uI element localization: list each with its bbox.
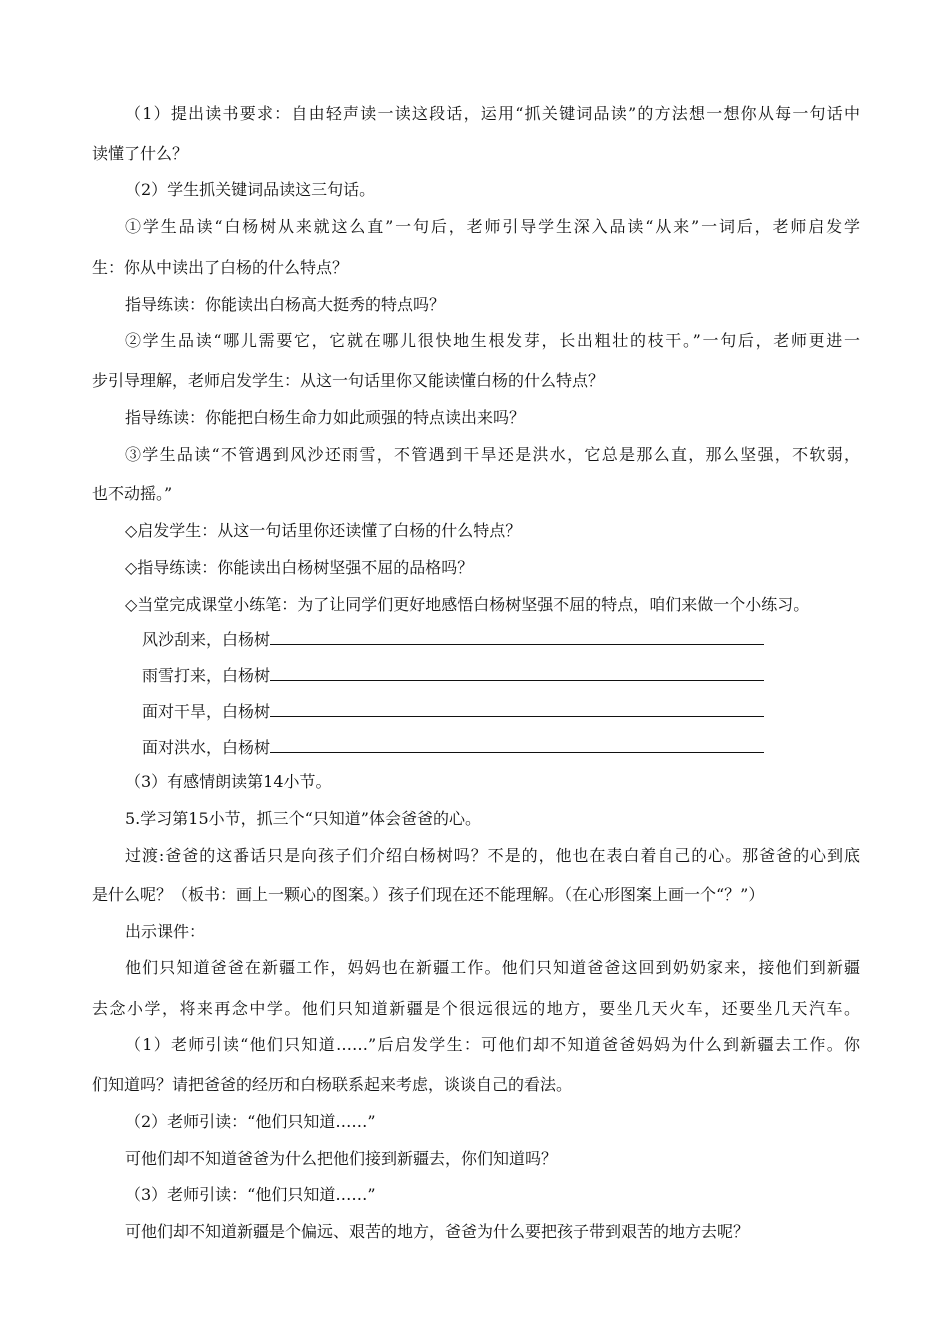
point-2-line-2: 步引导理解，老师启发学生：从这一句话里你又能读懂白杨的什么特点？ <box>92 371 605 390</box>
courseware-label: 出示课件： <box>125 922 206 941</box>
fill-blank <box>270 664 764 681</box>
exercise-line-1 <box>142 628 764 650</box>
courseware-text-line-1: 他们只知道爸爸在新疆工作，妈妈也在新疆工作。他们只知道爸爸这回到奶奶家来，接他们到新疆 <box>125 958 860 977</box>
point-1-line-2: 生：你从中读出了白杨的什么特点？ <box>92 258 349 277</box>
point-2-line-1: ②学生品读“哪儿需要它，它就在哪儿很快地生根发芽，长出粗壮的枝干。”一句后，老师更进一 <box>125 331 860 350</box>
reading-requirement-line-2: 读懂了什么？ <box>92 144 189 163</box>
fill-blank <box>270 736 764 753</box>
reading-requirement-line-1: （1）提出读书要求：自由轻声读一读这段话，运用“抓关键词品读”的方法想一想你从每一句话中 <box>125 104 860 123</box>
point-3-line-2: 也不动摇。” <box>92 484 173 503</box>
fill-blank <box>270 628 764 645</box>
exercise-line-4 <box>142 736 764 758</box>
step-2-heading: （2）学生抓关键词品读这三句话。 <box>125 180 376 199</box>
bullet-guided-reading: ◇指导练读：你能读出白杨树坚强不屈的品格吗？ <box>125 558 474 577</box>
question-1-line-1: （1）老师引读“他们只知道……”后启发学生：可他们却不知道爸爸妈妈为什么到新疆去工作。你 <box>125 1035 860 1054</box>
courseware-text-line-2: 去念小学，将来再念中学。他们只知道新疆是个很远很远的地方，要坐几天火车，还要坐几天汽车。 <box>92 999 860 1018</box>
question-3-text: 可他们却不知道新疆是个偏远、艰苦的地方，爸爸为什么要把孩子带到艰苦的地方去呢？ <box>125 1222 750 1241</box>
exercise-prompt: 面对洪水，白杨树 <box>142 738 271 757</box>
fill-blank <box>270 700 764 717</box>
bullet-exercise: ◇当堂完成课堂小练笔：为了让同学们更好地感悟白杨树坚强不屈的特点，咱们来做一个小练习。 <box>125 595 810 614</box>
question-1-line-2: 们知道吗？请把爸爸的经历和白杨联系起来考虑，谈谈自己的看法。 <box>92 1075 573 1094</box>
point-3-line-1: ③学生品读“不管遇到风沙还雨雪，不管遇到干旱还是洪水，它总是那么直，那么坚强，不软弱， <box>125 445 860 464</box>
question-3-heading: （3）老师引读：“他们只知道……” <box>125 1185 376 1204</box>
guided-reading-2: 指导练读：你能把白杨生命力如此顽强的特点读出来吗？ <box>125 408 526 427</box>
exercise-line-2 <box>142 664 764 686</box>
section-5-heading: 5.学习第15小节，抓三个“只知道”体会爸爸的心。 <box>125 809 481 828</box>
guided-reading-1: 指导练读：你能读出白杨高大挺秀的特点吗？ <box>125 295 446 314</box>
step-3-heading: （3）有感情朗读第14小节。 <box>125 772 332 791</box>
exercise-prompt: 面对干旱，白杨树 <box>142 702 271 721</box>
question-2-heading: （2）老师引读：“他们只知道……” <box>125 1112 376 1131</box>
exercise-line-3 <box>142 700 764 722</box>
bullet-inspire: ◇启发学生：从这一句话里你还读懂了白杨的什么特点？ <box>125 521 522 540</box>
exercise-prompt: 雨雪打来，白杨树 <box>142 666 271 685</box>
exercise-prompt: 风沙刮来，白杨树 <box>142 630 271 649</box>
point-1-line-1: ①学生品读“白杨树从来就这么直”一句后，老师引导学生深入品读“从来”一词后，老师启发学 <box>125 217 860 236</box>
transition-line-2: 是什么呢？（板书：画上一颗心的图案。）孩子们现在还不能理解。（在心形图案上画一个“？”） <box>92 885 765 904</box>
transition-line-1: 过渡:爸爸的这番话只是向孩子们介绍白杨树吗？不是的，他也在表白着自己的心。那爸爸的心到底 <box>125 846 860 865</box>
question-2-text: 可他们却不知道爸爸为什么把他们接到新疆去，你们知道吗？ <box>125 1149 558 1168</box>
